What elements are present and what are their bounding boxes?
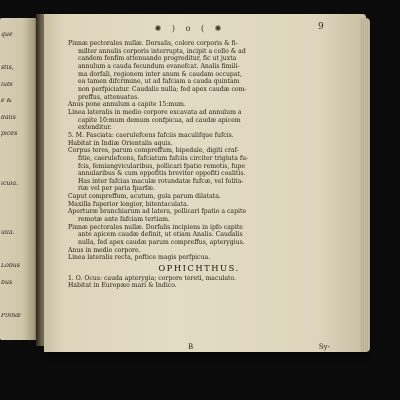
page-number: 9: [318, 22, 324, 32]
text-line: Habitat in Indiæ Orientalis aquis.: [68, 139, 173, 147]
text-line: fcis, femiangvicularibus, pollicari fpatio remotis, fupe: [78, 162, 246, 170]
text-line: Has inter fafcias maculæ rotundatæ fufcæ, vel folita-: [78, 177, 244, 185]
text-line: preffus, attenuatus.: [78, 93, 140, 101]
left-page-edge: [0, 18, 38, 340]
left-page-fragment: Lobus: [1, 263, 20, 269]
page-edges: [360, 18, 370, 352]
text-line: ea tamen difcrimine, ut ad fafciam a cauda quintam: [78, 78, 240, 86]
text-line: annulum a cauda fecundum evanefcat. Analis fimili-: [78, 62, 240, 70]
text-line: Caput compreffum, acutum, gula parum dilatata.: [68, 193, 221, 201]
text-line: ma dorfali, regionem inter anum & caudam occupat,: [78, 70, 242, 78]
page-body: [68, 40, 330, 290]
left-page-fragment: e &: [1, 98, 13, 104]
text-line: Pinnæ pectorales nullæ. Dorfalis incipiens in ipfo capite: [68, 223, 243, 231]
text-line: ante apicem caudæ definit, ut etiam Analis. Caudalis: [78, 231, 243, 239]
signature-mark: B: [188, 343, 194, 351]
text-line: Habitat in Europæo mari & Indico.: [68, 282, 177, 290]
section-heading: OPHICHTHUS.: [158, 263, 240, 274]
body-lines-after-heading: [68, 275, 330, 290]
left-page-fragment: pices: [1, 131, 18, 137]
text-line: Linea lateralis in medio corpore excavata ad annulum a: [68, 108, 242, 116]
text-line: milter annulis corporis interrupta, incipit a collo & ad: [78, 47, 246, 55]
text-line: Pinnæ pectorales nullæ. Dorsalis, colore corporis & fi-: [68, 40, 238, 47]
text-line: riæ vel per paria fparfæ.: [78, 185, 155, 193]
text-line: Aperturæ branchiarum ad latera, pollicari fpatio a capite: [68, 208, 247, 216]
text-line: annularibus & cum oppofitis breviter oppofiti coalitis.: [78, 170, 246, 178]
running-header-ornament: ✺ ) o ( ✺: [154, 24, 226, 33]
text-line: Anus pone annulum a capite 15:mum.: [68, 101, 186, 109]
text-line: 1. O. Ocus: cauda apterygia; corpore tereti, maculato.: [68, 274, 237, 282]
left-page-fragment: bus: [1, 279, 13, 286]
text-line: extenditur.: [78, 124, 112, 132]
left-page-fragment: stis,: [1, 65, 14, 71]
text-line: Corpus teres, parum compreffum, bipedale, digiti craf-: [68, 147, 239, 155]
left-page-fragment: dalis: [1, 114, 16, 121]
catchword: Sy-: [318, 343, 330, 351]
text-line: nulla, fed apex caudæ parum compreffus, apterygius.: [78, 239, 245, 247]
text-line: Maxilla fuperior longior, bitentaculata.: [68, 200, 189, 208]
left-page-fragment: lubi: [1, 81, 13, 88]
text-line: non perfpiciatur. Caudalis nulla; fed apex caudæ com-: [78, 85, 247, 93]
text-line: remotæ ante fafciam tertiam.: [78, 216, 170, 224]
text-line: Linea lateralis recta, poftice magis perfpicua.: [68, 254, 211, 262]
text-line: Anus in medio corpore.: [68, 246, 141, 254]
left-page-fragment: que: [1, 32, 13, 38]
left-page-fragment: ulla.: [1, 230, 15, 236]
text-line: capite 10:mum demum confpicua, ad caudæ apicem: [78, 116, 241, 124]
text-line: candem fenfim attenuando progreditur, fic ut juxta: [78, 55, 237, 63]
body-lines: [68, 40, 330, 262]
left-page-fragment: icula.: [1, 180, 19, 187]
left-page-fragment: Pinnæ: [1, 312, 21, 319]
text-line: fitie, caerulefcens, fafciatum fafciis circiter trigiuta fu-: [78, 154, 249, 162]
text-line: 5. M. Fasciata: caerulefcens fafciis maculifque fufcis.: [68, 131, 234, 139]
